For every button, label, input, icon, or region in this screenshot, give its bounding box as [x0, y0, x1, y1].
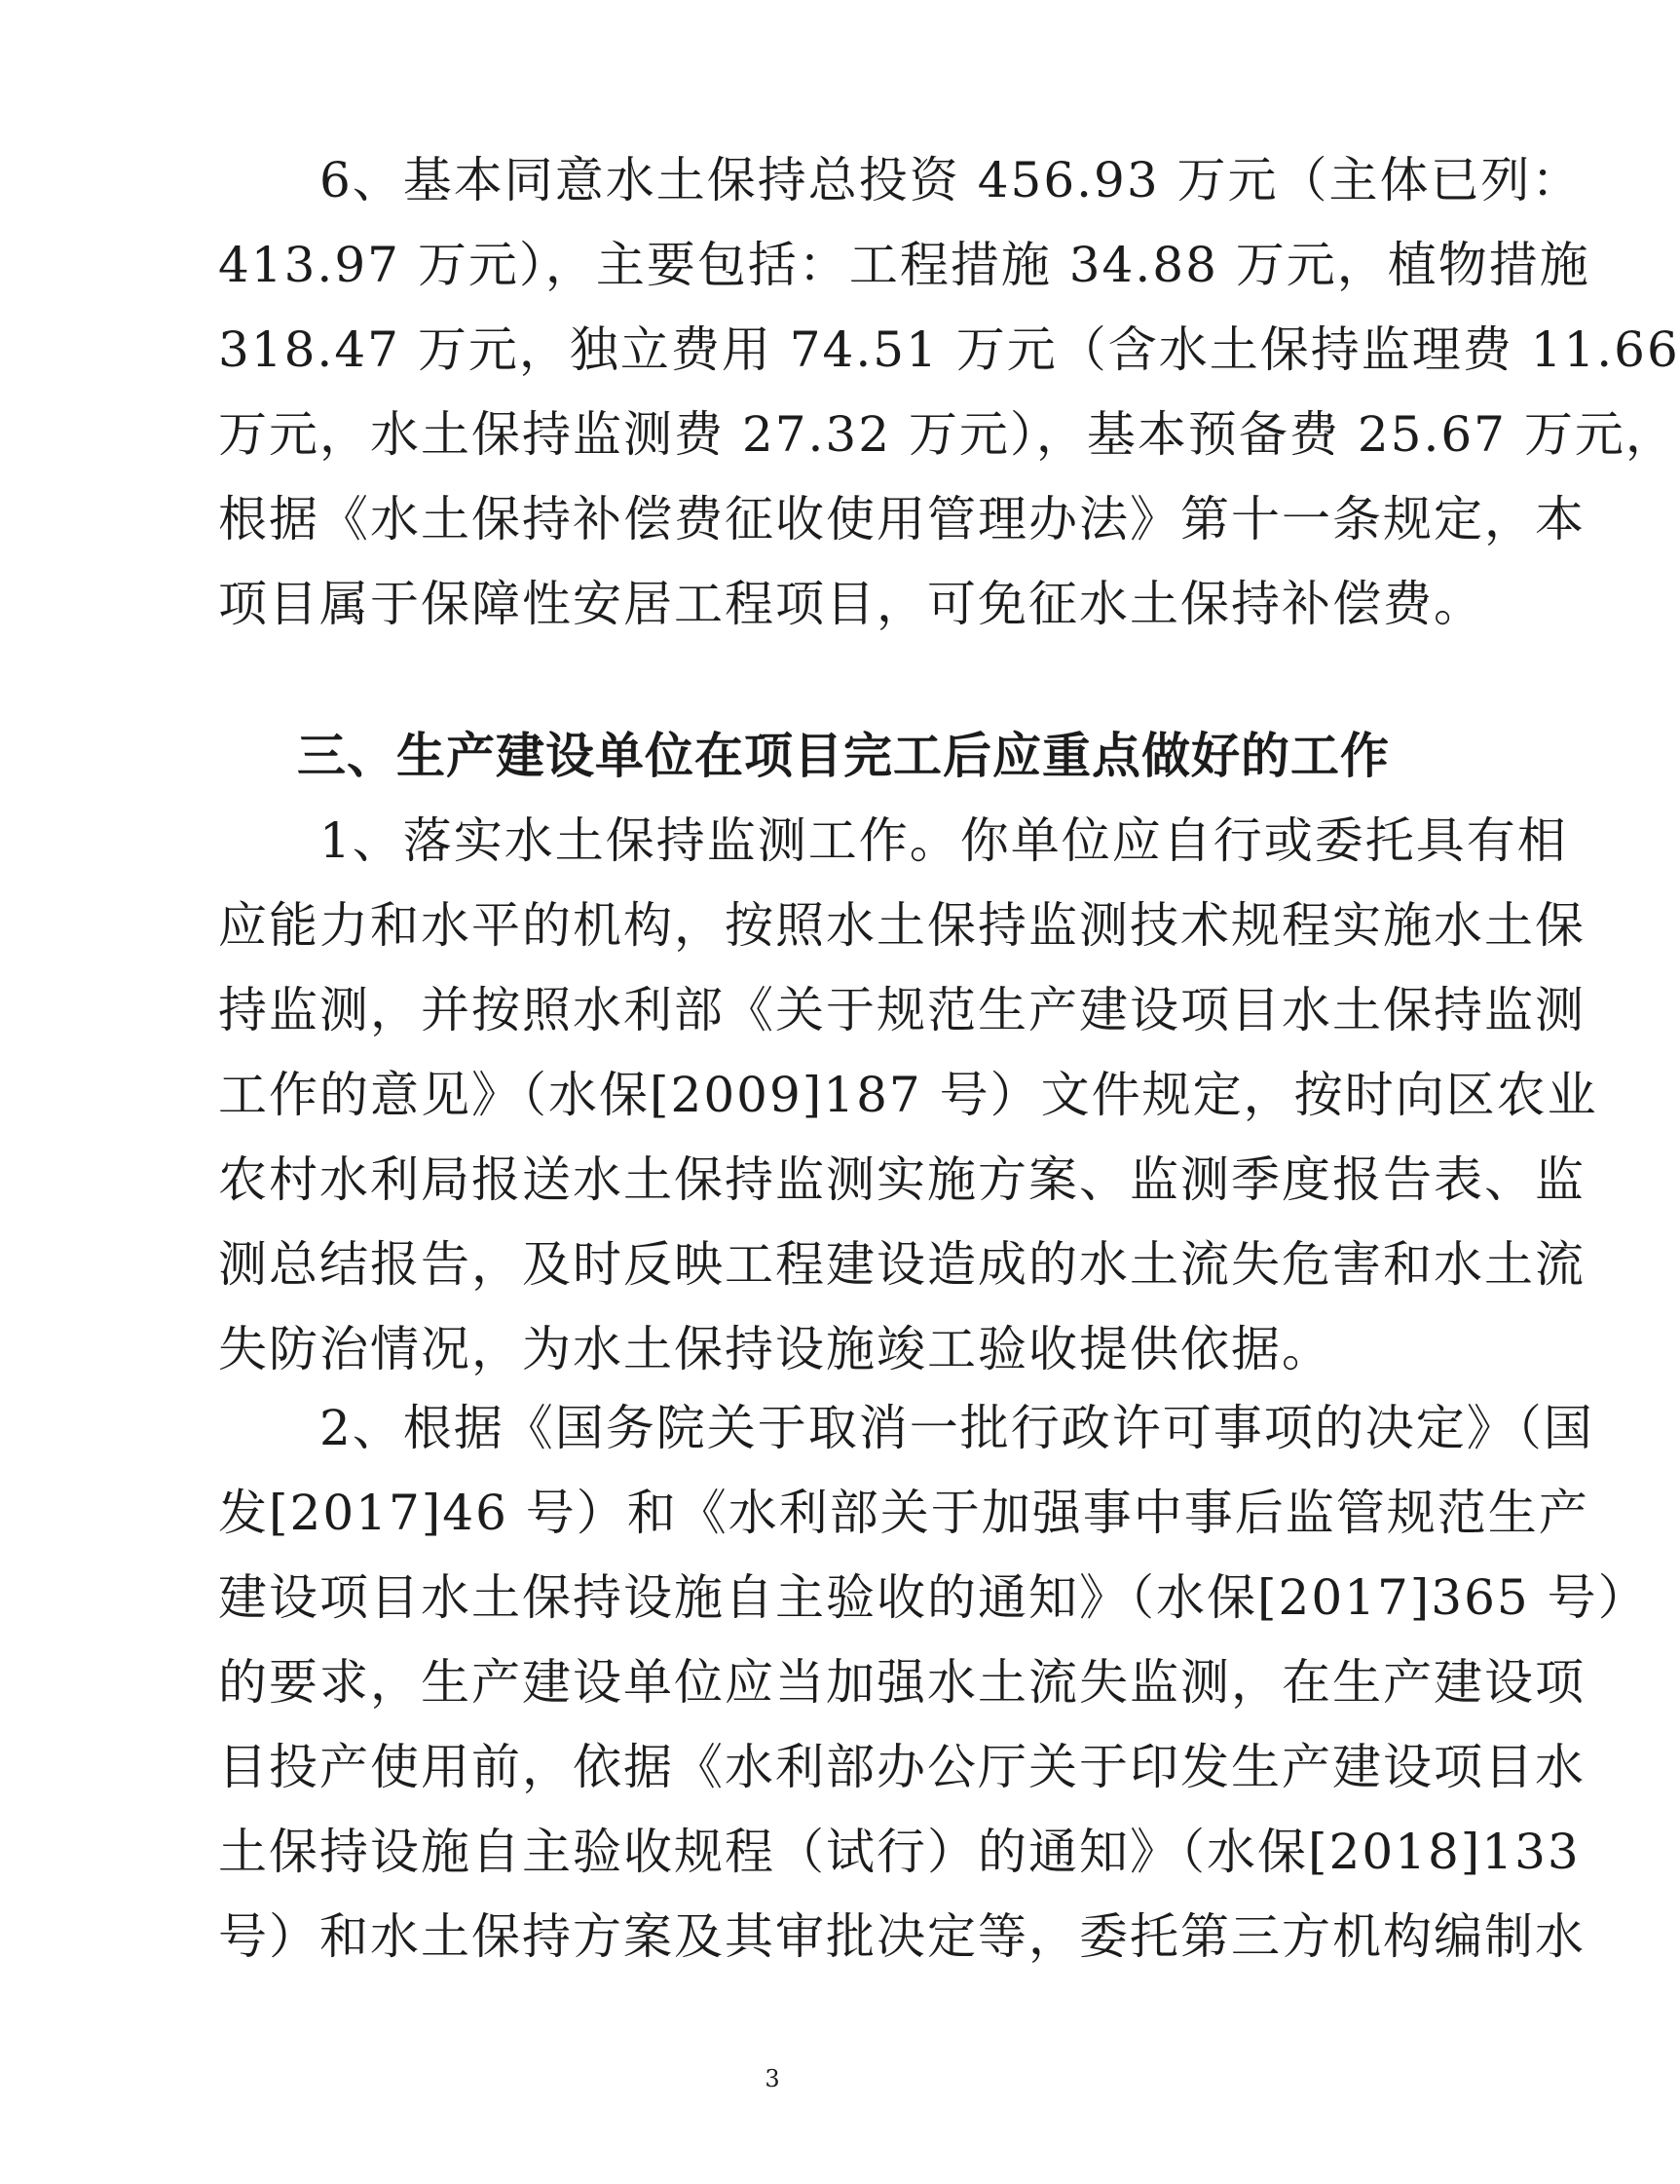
- paragraph-acceptance: [218, 1386, 1649, 1979]
- text-line: 发[2017]46 号）和《水利部关于加强事中事后监管规范生产: [218, 1485, 1589, 1541]
- text-line: 测总结报告，及时反映工程建设造成的水土流失危害和水土流: [218, 1236, 1586, 1293]
- text-line: 万元，水土保持监测费 27.32 万元），基本预备费 25.67 万元，: [218, 406, 1676, 463]
- text-line: 根据《水土保持补偿费征收使用管理办法》第十一条规定，本: [218, 491, 1586, 547]
- text-line: 项目属于保障性安居工程项目，可免征水土保持补偿费。: [218, 576, 1484, 632]
- text-line: 土保持设施自主验收规程（试行）的通知》（水保[2018]133: [218, 1824, 1581, 1880]
- text-line: 6、基本同意水土保持总投资 456.93 万元（主体已列：: [218, 152, 1583, 208]
- text-line: 失防治情况，为水土保持设施竣工验收提供依据。: [218, 1321, 1332, 1377]
- text-line: 目投产使用前，依据《水利部办公厅关于印发生产建设项目水: [218, 1739, 1586, 1795]
- text-line: 2、根据《国务院关于取消一批行政许可事项的决定》（国: [218, 1400, 1594, 1456]
- text-line: 持监测，并按照水利部《关于规范生产建设项目水土保持监测: [218, 982, 1586, 1038]
- text-line: 号）和水土保持方案及其审批决定等，委托第三方机构编制水: [218, 1908, 1586, 1965]
- page-number: 3: [765, 2065, 780, 2092]
- paragraph-investment: [218, 138, 1680, 647]
- text-line: 的要求，生产建设单位应当加强水土流失监测，在生产建设项: [218, 1654, 1586, 1711]
- text-line: 农村水利局报送水土保持监测实施方案、监测季度报告表、监: [218, 1151, 1586, 1208]
- text-line: 建设项目水土保持设施自主验收的通知》（水保[2017]365 号）: [218, 1569, 1649, 1626]
- section-heading: 三、生产建设单位在项目完工后应重点做好的工作: [297, 728, 1390, 784]
- text-line: 工作的意见》（水保[2009]187 号）文件规定，按时向区农业: [218, 1067, 1598, 1123]
- text-line: 413.97 万元），主要包括：工程措施 34.88 万元，植物措施: [218, 237, 1590, 293]
- paragraph-monitoring: [218, 799, 1598, 1392]
- text-line: 318.47 万元，独立费用 74.51 万元（含水土保持监理费 11.66: [218, 321, 1680, 378]
- text-line: 1、落实水土保持监测工作。你单位应自行或委托具有相: [218, 812, 1568, 869]
- text-line: 应能力和水平的机构，按照水土保持监测技术规程实施水土保: [218, 897, 1586, 954]
